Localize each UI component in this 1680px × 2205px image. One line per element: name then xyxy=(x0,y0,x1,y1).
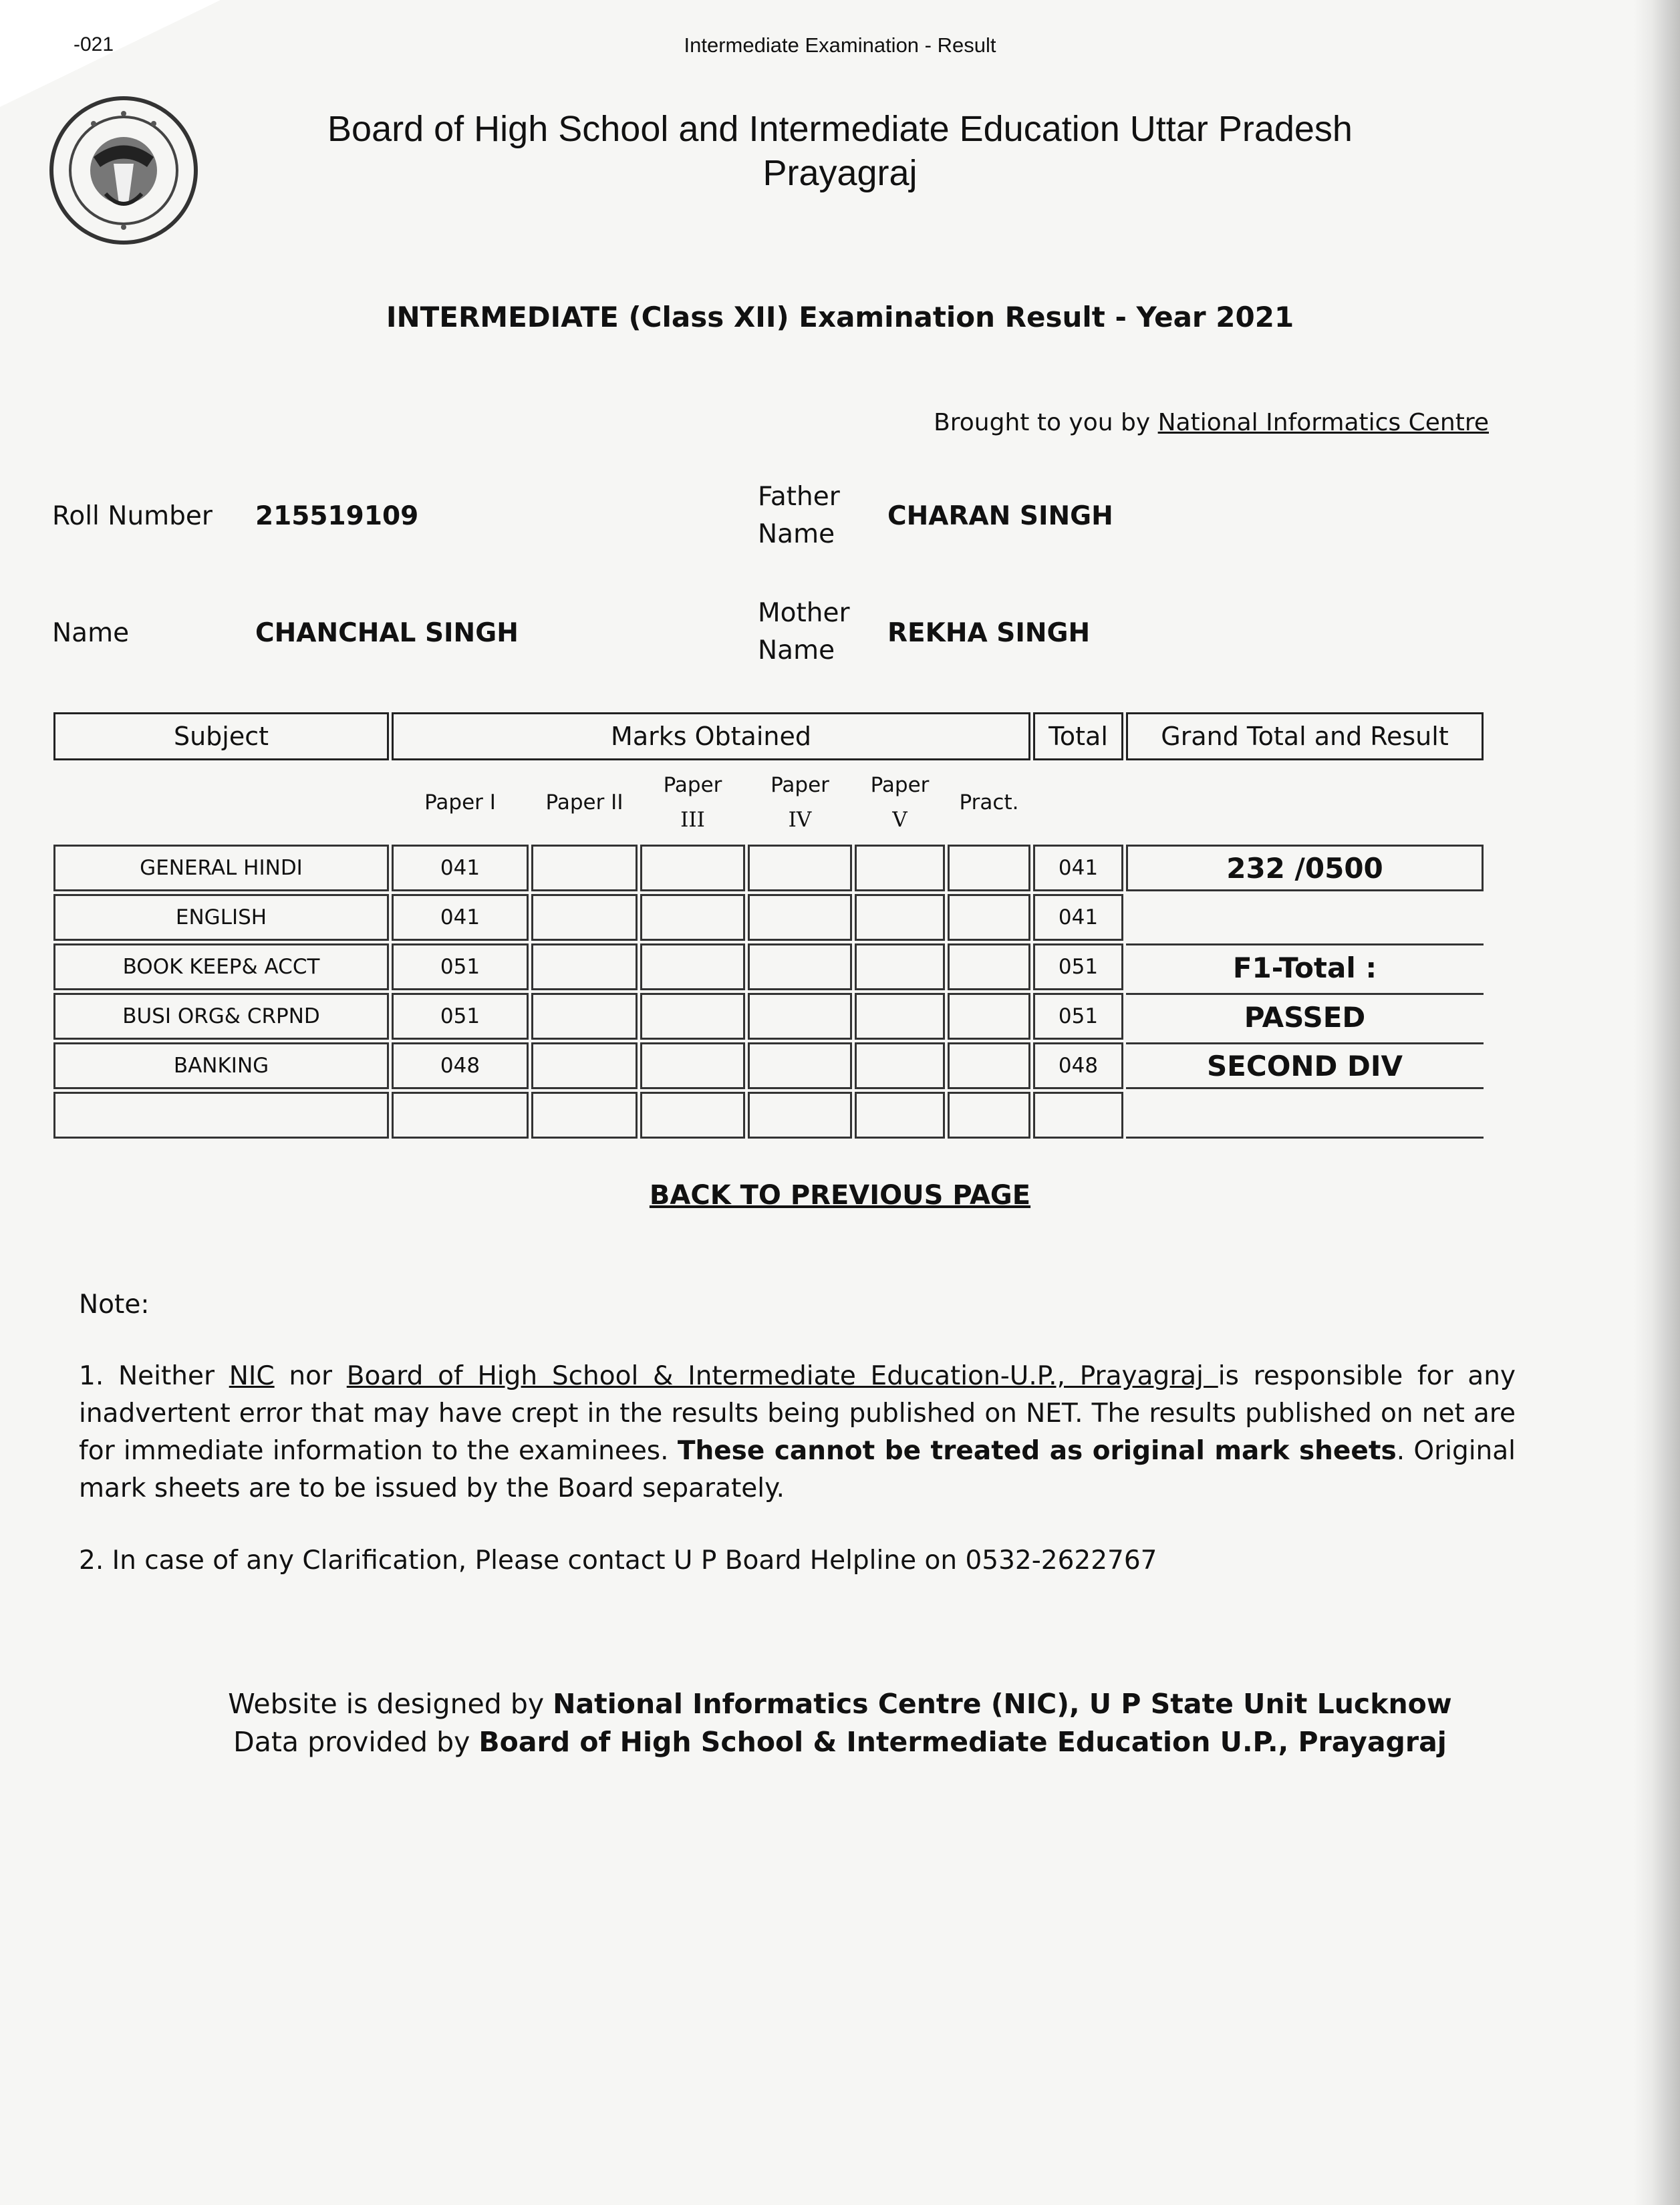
paper-2-cell xyxy=(531,1092,638,1139)
header-grand-total: Grand Total and Result xyxy=(1126,712,1484,760)
paper-2-cell xyxy=(531,943,638,990)
paper-1-cell: 051 xyxy=(392,943,529,990)
paper-2-cell xyxy=(531,993,638,1040)
name-value: CHANCHAL SINGH xyxy=(255,618,519,648)
footer xyxy=(0,1685,1680,1761)
subject-cell: BOOK KEEP& ACCT xyxy=(53,943,389,990)
subject-cell: GENERAL HINDI xyxy=(53,845,389,891)
marks-table xyxy=(51,710,1486,1141)
table-row xyxy=(53,943,1484,990)
paper-1-cell: 041 xyxy=(392,845,529,891)
footer-line-2-prefix: Data provided by xyxy=(233,1726,479,1758)
subheader-paper-5 xyxy=(855,763,945,842)
practical-cell xyxy=(948,1042,1030,1089)
subheader-paper-2: Paper II xyxy=(545,790,623,815)
brought-by-line xyxy=(934,409,1489,436)
result-cell: PASSED xyxy=(1126,993,1484,1040)
paper-1-cell: 048 xyxy=(392,1042,529,1089)
table-row xyxy=(53,993,1484,1040)
subheader-paper-4-top: Paper xyxy=(771,773,829,797)
note-1-nic-link[interactable]: NIC xyxy=(229,1361,275,1391)
father-label-line1: Father xyxy=(758,482,840,512)
father-name-value: CHARAN SINGH xyxy=(887,501,1113,531)
total-cell: 048 xyxy=(1033,1042,1123,1089)
nic-link[interactable]: National Informatics Centre xyxy=(1157,409,1489,436)
board-name-line2: Prayagraj xyxy=(762,153,918,193)
subheader-blank-grand xyxy=(1126,763,1484,842)
paper-5-cell xyxy=(855,845,945,891)
subject-cell: BANKING xyxy=(53,1042,389,1089)
footer-line-2 xyxy=(0,1723,1680,1761)
roll-number-label: Roll Number xyxy=(52,501,213,531)
paper-5-cell xyxy=(855,894,945,941)
brought-by-prefix: Brought to you by xyxy=(934,409,1158,436)
print-header-title: Intermediate Examination - Result xyxy=(684,33,996,57)
paper-4-cell xyxy=(748,845,852,891)
paper-3-cell xyxy=(640,1092,745,1139)
result-cell xyxy=(1126,1092,1484,1139)
subheader-blank xyxy=(53,763,389,842)
result-cell: F1-Total : xyxy=(1126,943,1484,990)
practical-cell xyxy=(948,845,1030,891)
paper-4-cell xyxy=(748,943,852,990)
practical-cell xyxy=(948,894,1030,941)
paper-4-cell xyxy=(748,1042,852,1089)
paper-4-cell xyxy=(748,894,852,941)
back-to-previous-page-link[interactable]: BACK TO PREVIOUS PAGE xyxy=(649,1180,1031,1211)
table-row xyxy=(53,894,1484,941)
mother-name-label xyxy=(758,595,850,670)
table-header-row xyxy=(53,712,1484,760)
mother-name-value: REKHA SINGH xyxy=(887,618,1091,648)
mother-label-line1: Mother xyxy=(758,598,850,628)
subheader-paper-5-top: Paper xyxy=(870,773,930,797)
paper-1-cell: 041 xyxy=(392,894,529,941)
father-name-label xyxy=(758,478,840,553)
subheader-paper-4-bottom: IV xyxy=(788,808,812,832)
subheader-paper-3 xyxy=(640,763,745,842)
result-cell: SECOND DIV xyxy=(1126,1042,1484,1089)
paper-5-cell xyxy=(855,1042,945,1089)
note-1 xyxy=(79,1358,1516,1507)
subheader-paper-3-bottom: III xyxy=(680,808,705,832)
result-cell xyxy=(1126,894,1484,941)
board-name xyxy=(0,107,1680,195)
name-label: Name xyxy=(52,618,130,648)
paper-3-cell xyxy=(640,1042,745,1089)
father-label-line2: Name xyxy=(758,519,835,549)
subheader-paper-4 xyxy=(748,763,852,842)
paper-2-cell xyxy=(531,845,638,891)
print-date: -021 xyxy=(74,33,114,55)
footer-line-1-prefix: Website is designed by xyxy=(228,1688,553,1720)
grand-total-cell: 232 /0500 xyxy=(1126,845,1484,891)
note-1-bold-text: These cannot be treated as original mark sheets xyxy=(677,1436,1397,1466)
paper-1-cell xyxy=(392,1092,529,1139)
header-subject: Subject xyxy=(53,712,389,760)
paper-3-cell xyxy=(640,894,745,941)
paper-3-cell xyxy=(640,993,745,1040)
header-total: Total xyxy=(1033,712,1123,760)
note-2: 2. In case of any Clarification, Please contact U P Board Helpline on 0532-2622767 xyxy=(79,1546,1157,1576)
note-1-text-d: . Original mark sheets are to be issued by the Board separately. xyxy=(79,1436,1516,1503)
note-1-board-link[interactable]: Board of High School & Intermediate Education-U.P., Prayagraj xyxy=(346,1361,1218,1391)
note-1-text-c: is responsible for any inadvertent error that may have crept in the results being published on NET. The results published on net are for immediate information to the examinees. xyxy=(79,1361,1516,1466)
paper-4-cell xyxy=(748,993,852,1040)
paper-2-cell xyxy=(531,1042,638,1089)
paper-2-cell xyxy=(531,894,638,941)
footer-line-1 xyxy=(0,1685,1680,1723)
note-1-text-a: 1. Neither xyxy=(79,1361,229,1391)
paper-3-cell xyxy=(640,845,745,891)
roll-number-value: 215519109 xyxy=(255,501,419,531)
table-subheader-row xyxy=(53,763,1484,842)
subject-cell: ENGLISH xyxy=(53,894,389,941)
subject-cell xyxy=(53,1092,389,1139)
total-cell: 051 xyxy=(1033,943,1123,990)
subject-cell: BUSI ORG& CRPND xyxy=(53,993,389,1040)
total-cell: 051 xyxy=(1033,993,1123,1040)
paper-5-cell xyxy=(855,993,945,1040)
subheader-blank-total xyxy=(1033,763,1123,842)
practical-cell xyxy=(948,1092,1030,1139)
board-name-line1: Board of High School and Intermediate Education Uttar Pradesh xyxy=(327,109,1353,149)
footer-line-2-org: Board of High School & Intermediate Education U.P., Prayagraj xyxy=(478,1726,1447,1758)
header-marks-obtained: Marks Obtained xyxy=(392,712,1030,760)
practical-cell xyxy=(948,943,1030,990)
paper-1-cell: 051 xyxy=(392,993,529,1040)
subheader-paper-5-bottom: V xyxy=(892,808,907,832)
table-row xyxy=(53,1042,1484,1089)
exam-heading: INTERMEDIATE (Class XII) Examination Result - Year 2021 xyxy=(386,301,1294,333)
subheader-paper-3-top: Paper xyxy=(663,773,722,797)
total-cell xyxy=(1033,1092,1123,1139)
paper-5-cell xyxy=(855,943,945,990)
subheader-paper-1: Paper I xyxy=(424,790,496,815)
paper-4-cell xyxy=(748,1092,852,1139)
paper-3-cell xyxy=(640,943,745,990)
note-title: Note: xyxy=(79,1290,150,1320)
total-cell: 041 xyxy=(1033,894,1123,941)
total-cell: 041 xyxy=(1033,845,1123,891)
mother-label-line2: Name xyxy=(758,635,835,666)
note-1-text-b: nor xyxy=(274,1361,347,1391)
table-row xyxy=(53,845,1484,891)
subheader-practical: Pract. xyxy=(959,790,1019,815)
practical-cell xyxy=(948,993,1030,1040)
table-row-empty xyxy=(53,1092,1484,1139)
footer-line-1-org: National Informatics Centre (NIC), U P State Unit Lucknow xyxy=(553,1688,1452,1720)
paper-5-cell xyxy=(855,1092,945,1139)
